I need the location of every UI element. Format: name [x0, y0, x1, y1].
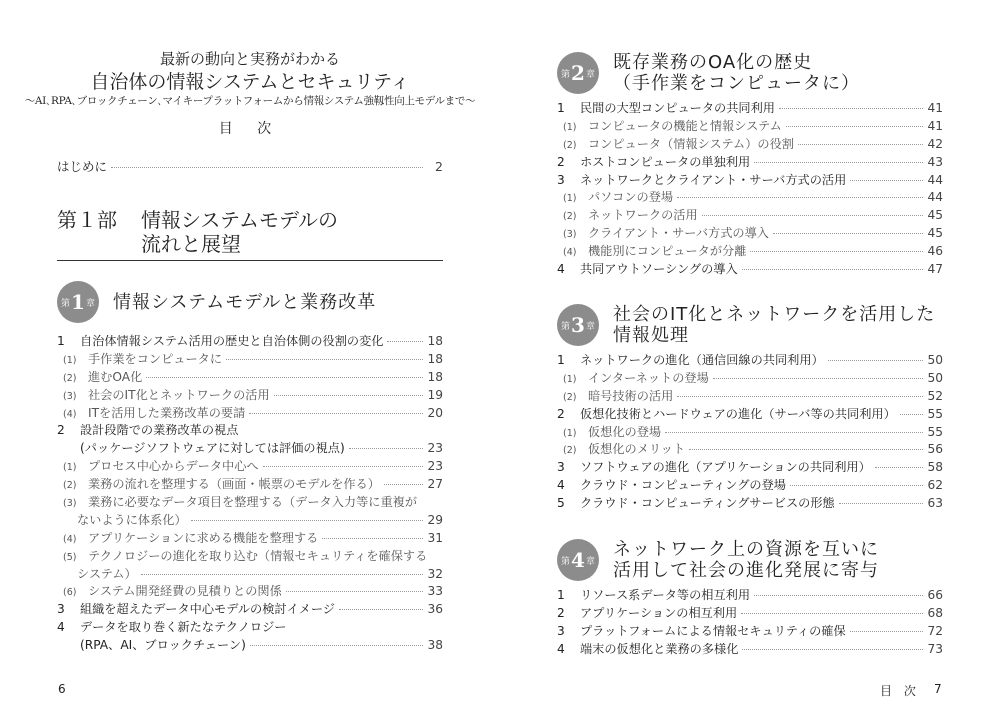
entry-text: 仮想化の登場 [588, 424, 662, 439]
part-title-line1: 情報システムモデルの [141, 208, 338, 232]
toc-entry-line [557, 458, 943, 476]
toc-entry-continuation [57, 636, 443, 654]
entry-number: 2 [557, 406, 565, 421]
entry-number: (2) [63, 372, 77, 384]
entry-page: 50 [927, 370, 943, 385]
entry-page: 32 [427, 566, 443, 581]
entry-number: (1) [563, 193, 577, 205]
chapter-badge [557, 304, 599, 346]
entry-number: (1) [563, 373, 577, 385]
entry-page: 23 [427, 441, 443, 456]
chapter-title [613, 304, 935, 346]
toc-entry-continuation [57, 511, 443, 529]
chapter-badge-suffix: 章 [585, 321, 595, 332]
entry-text-continued: システム） [77, 566, 137, 581]
toc-entry-line [557, 188, 943, 206]
toc-entry-line [57, 368, 443, 386]
chapter-title [113, 292, 376, 313]
toc-entry-continuation [57, 565, 443, 583]
entry-text: 暗号技術の活用 [588, 388, 674, 403]
part-title-line2: 流れと展望 [141, 232, 241, 256]
entry-number: (2) [563, 211, 577, 223]
dot-leader [742, 269, 923, 270]
toc-entry[interactable] [57, 368, 443, 386]
toc-entry-line [557, 405, 943, 423]
toc-entry-line [57, 332, 443, 350]
entry-text: クラウド・コンピューティングサービスの形態 [580, 496, 835, 511]
chapter-header [57, 281, 443, 323]
dot-leader [754, 162, 923, 163]
chapter-badge-number: 3 [571, 313, 585, 337]
toc-entry[interactable] [557, 423, 943, 441]
toc-entry[interactable] [557, 369, 943, 387]
entry-number: (1) [63, 354, 77, 366]
entry-text: 業務に必要なデータ項目を整理する（データ入力等に重複が [88, 495, 418, 510]
entry-page: 47 [927, 262, 943, 277]
entry-page: 55 [927, 424, 943, 439]
dot-leader [742, 649, 923, 650]
toc-entry-line [557, 640, 943, 658]
entry-number: 4 [557, 641, 565, 656]
right-page-number: 7 [934, 682, 942, 696]
entry-number: 3 [557, 623, 565, 638]
entry-page: 27 [427, 477, 443, 492]
entry-text: アプリケーションの相互利用 [580, 605, 738, 620]
toc-heading: 目 次 [218, 121, 282, 137]
entry-page: 58 [927, 460, 943, 475]
toc-entry[interactable] [557, 405, 943, 423]
entry-page: 41 [927, 118, 943, 133]
toc-entry-line [57, 600, 443, 618]
entry-text: プロセス中心からデータ中心へ [88, 459, 259, 474]
toc-entry[interactable] [57, 475, 443, 493]
toc-entry[interactable] [57, 493, 443, 529]
entry-page: 62 [927, 478, 943, 493]
entry-page: 52 [927, 388, 943, 403]
chapter-badge-number: 2 [571, 61, 585, 85]
chapter-title-line: 情報処理 [613, 325, 689, 346]
entry-text: コンピュータ（情報システム）の役割 [588, 136, 794, 151]
toc-entry-line [57, 618, 443, 636]
toc-entry[interactable] [557, 476, 943, 494]
entry-text: はじめに [57, 159, 108, 174]
chapter-title-line: 情報システムモデルと業務改革 [113, 291, 377, 313]
entry-number: 4 [557, 262, 565, 277]
entry-page: 56 [927, 442, 943, 457]
chapter-title-line: 活用して社会の進化発展に寄与 [613, 560, 879, 581]
entry-text: データを取り巻く新たなテクノロジー [80, 620, 287, 635]
chapter-title-line: 社会のIT化とネットワークを活用した [613, 304, 936, 325]
dot-leader [263, 466, 423, 467]
entry-text: ソフトウェアの進化（アプリケーションの共同利用） [580, 460, 871, 475]
entry-number: 1 [557, 101, 565, 115]
toc-entry-line [557, 117, 943, 135]
toc-entry-line [57, 457, 443, 475]
chapter-badge [57, 281, 99, 323]
entry-page: 68 [927, 605, 943, 620]
intro-entry[interactable] [57, 157, 443, 175]
entry-text: 機能別にコンピュータが分離 [588, 244, 747, 259]
chapter-badge [557, 539, 599, 581]
toc-entry-line [57, 547, 443, 565]
entry-text: 進むOA化 [88, 369, 143, 384]
toc-entry[interactable] [57, 386, 443, 404]
book-tagline: 〜AI､RPA､ブロックチェーン､マイキープラットフォームから情報システム強靱性向上モデルまで〜 [24, 95, 476, 107]
dot-leader [665, 432, 923, 433]
entry-number: (3) [63, 390, 77, 402]
toc-entry[interactable] [57, 600, 443, 618]
footer-toc-label: 目 次 [880, 684, 920, 698]
entry-number: (2) [563, 139, 577, 151]
entry-text: リソース系データ等の相互利用 [580, 588, 751, 602]
entry-text: 共同アウトソーシングの導入 [580, 262, 738, 277]
toc-entry[interactable] [557, 224, 943, 242]
toc-entry-line [557, 476, 943, 494]
toc-entry-line [57, 529, 443, 547]
toc-entry[interactable] [557, 387, 943, 405]
toc-entry-line [557, 494, 943, 512]
entry-text: ネットワークの活用 [588, 208, 698, 223]
toc-entry-line [557, 153, 943, 171]
entry-number: (4) [63, 408, 77, 420]
chapter-header [557, 52, 943, 94]
dot-leader [349, 448, 423, 449]
toc-entry[interactable] [557, 640, 943, 658]
entry-number: (2) [63, 480, 77, 492]
toc-entry-line [557, 369, 943, 387]
toc-entry-line [557, 242, 943, 260]
entry-page: 44 [927, 190, 943, 205]
dot-leader [702, 215, 923, 216]
entry-text: 自治体情報システム活用の歴史と自治体側の役割の変化 [80, 334, 384, 348]
entry-text: 業務の流れを整理する（画面・帳票のモデルを作る） [88, 477, 380, 492]
dot-leader [111, 167, 423, 168]
entry-page: 18 [427, 334, 443, 348]
entry-number: 5 [557, 496, 565, 511]
entry-number: (4) [63, 533, 77, 545]
dot-leader [339, 609, 423, 610]
toc-entry-list [557, 586, 943, 658]
entry-number: 2 [557, 605, 565, 620]
entry-number: (1) [63, 462, 77, 474]
dot-leader [141, 574, 423, 575]
toc-entry-line [57, 582, 443, 600]
dot-leader [828, 360, 923, 361]
entry-number: 2 [557, 154, 565, 169]
entry-text: インターネットの登場 [588, 370, 709, 385]
dot-leader [191, 520, 423, 521]
left-page-number: 6 [58, 682, 66, 696]
dot-leader [322, 538, 423, 539]
entry-number: 2 [57, 423, 65, 438]
part-number: 第１部 [57, 208, 117, 232]
chapter-badge-prefix: 第 [561, 321, 571, 332]
toc-entry[interactable] [557, 604, 943, 622]
entry-page: 41 [927, 101, 943, 115]
chapter-badge-suffix: 章 [585, 69, 595, 80]
toc-entry-line [57, 475, 443, 493]
toc-entry[interactable] [57, 582, 443, 600]
dot-leader [850, 180, 923, 181]
entry-text: 手作業をコンピュータに [88, 351, 223, 366]
dot-leader [250, 645, 423, 646]
chapter-badge-number: 1 [71, 290, 85, 314]
entry-page: 2 [435, 159, 443, 174]
dot-leader [249, 413, 423, 414]
chapter-badge-prefix: 第 [61, 298, 71, 309]
chapter-title-line: （手作業をコンピュータに） [613, 73, 860, 94]
entry-page: 18 [427, 369, 443, 384]
entry-number: (4) [563, 247, 577, 259]
entry-number: 3 [557, 460, 565, 475]
chapter-badge-number: 4 [571, 548, 585, 572]
entry-number: 3 [557, 172, 565, 187]
chapter-1 [57, 281, 443, 654]
entry-text: プラットフォームによる情報セキュリティの確保 [580, 623, 846, 638]
toc-entry-line [557, 387, 943, 405]
toc-entry-line [57, 386, 443, 404]
toc-entry-line [557, 171, 943, 189]
toc-entry-line [57, 350, 443, 368]
toc-entry[interactable] [557, 206, 943, 224]
dot-leader [713, 378, 923, 379]
entry-page: 43 [927, 154, 943, 169]
toc-entry[interactable] [557, 171, 943, 189]
toc-entry-line [57, 421, 443, 439]
entry-number: 1 [557, 588, 565, 602]
toc-entry[interactable] [557, 117, 943, 135]
dot-leader [900, 414, 923, 415]
chapter-2 [557, 52, 943, 278]
toc-entry[interactable] [57, 547, 443, 583]
toc-entry-line [557, 586, 943, 604]
chapter-badge-suffix: 章 [85, 298, 95, 309]
toc-entry-line [557, 260, 943, 278]
entry-text: システム開発経費の見積りとの関係 [88, 584, 282, 599]
entry-text: テクノロジーの進化を取り込む（情報セキュリティを確保する [88, 548, 428, 563]
dot-leader [790, 485, 923, 486]
dot-leader [850, 631, 923, 632]
toc-entry[interactable] [557, 135, 943, 153]
toc-entry[interactable] [57, 421, 443, 457]
entry-number: 4 [57, 620, 65, 635]
dot-leader [750, 251, 923, 252]
dot-leader [387, 341, 423, 342]
toc-entry[interactable] [557, 153, 943, 171]
chapter-badge-suffix: 章 [585, 556, 595, 567]
entry-text: ホストコンピュータの単独利用 [580, 154, 751, 169]
chapter-title-line: 既存業務のOA化の歴史 [613, 52, 813, 73]
dot-leader [384, 484, 423, 485]
toc-entry-list [557, 351, 943, 512]
toc-entry[interactable] [557, 351, 943, 369]
book-title: 自治体の情報システムとセキュリティ [90, 71, 410, 93]
dot-leader [274, 395, 423, 396]
entry-text-continued: (RPA、AI、ブロックチェーン) [80, 638, 246, 653]
chapter-header [557, 539, 943, 581]
toc-entry[interactable] [557, 440, 943, 458]
entry-page: 72 [927, 623, 943, 638]
entry-number: (6) [63, 587, 77, 599]
book-subtitle: 最新の動向と実務がわかる [159, 50, 340, 68]
part-heading [57, 208, 338, 256]
entry-page: 66 [927, 588, 943, 602]
dot-leader [773, 233, 923, 234]
entry-number: 3 [57, 602, 65, 617]
chapter-title-line: ネットワーク上の資源を互いに [613, 539, 879, 560]
entry-page: 23 [427, 459, 443, 474]
entry-number: 1 [557, 353, 565, 367]
toc-entry-line [557, 423, 943, 441]
toc-entry-line [557, 622, 943, 640]
dot-leader [754, 595, 923, 596]
toc-entry-line [557, 604, 943, 622]
entry-page: 63 [927, 496, 943, 511]
entry-text-continued: (パッケージソフトウェアに対しては評価の視点) [80, 441, 345, 456]
toc-entry[interactable] [57, 350, 443, 368]
toc-entry[interactable] [557, 586, 943, 604]
dot-leader [741, 613, 923, 614]
dot-leader [875, 467, 923, 468]
entry-text: 仮想化のメリット [588, 442, 686, 457]
entry-number: (2) [563, 445, 577, 457]
dot-leader [839, 503, 923, 504]
chapter-title [613, 539, 879, 581]
entry-text: ネットワークとクライアント・サーバ方式の活用 [580, 172, 847, 187]
entry-text: クライアント・サーバ方式の導入 [588, 226, 769, 241]
chapter-header [557, 304, 943, 346]
dot-leader [689, 449, 923, 450]
toc-entry-line [57, 404, 443, 422]
entry-number: (1) [563, 121, 577, 133]
entry-number: (3) [563, 229, 577, 241]
entry-page: 36 [427, 602, 443, 617]
entry-page: 29 [427, 512, 443, 527]
entry-text: 組織を超えたデータ中心モデルの検討イメージ [80, 602, 335, 617]
dot-leader [677, 197, 923, 198]
chapter-title [613, 52, 860, 94]
toc-entry-list [557, 99, 943, 278]
entry-number: (3) [63, 498, 77, 510]
toc-entry[interactable] [557, 458, 943, 476]
toc-entry[interactable] [57, 332, 443, 350]
toc-entry-line [557, 99, 943, 117]
entry-page: 50 [927, 353, 943, 367]
chapter-badge-prefix: 第 [561, 556, 571, 567]
toc-entry-line [557, 440, 943, 458]
entry-page: 45 [927, 208, 943, 223]
entry-page: 18 [427, 351, 443, 366]
chapter-4 [557, 539, 943, 658]
entry-number: (5) [63, 551, 77, 563]
toc-entry-continuation [57, 439, 443, 457]
dot-leader [798, 144, 923, 145]
chapter-badge-prefix: 第 [561, 69, 571, 80]
entry-text: パソコンの登場 [588, 190, 674, 205]
toc-entry-line [557, 351, 943, 369]
toc-entry-list [57, 332, 443, 654]
toc-entry[interactable] [57, 618, 443, 654]
entry-text: コンピュータの機能と情報システム [588, 118, 782, 133]
entry-page: 33 [427, 584, 443, 599]
entry-page: 45 [927, 226, 943, 241]
dot-leader [146, 377, 423, 378]
toc-entry[interactable] [557, 494, 943, 512]
entry-number: (1) [563, 427, 577, 439]
dot-leader [226, 359, 423, 360]
entry-text: ITを活用した業務改革の要請 [88, 405, 246, 420]
dot-leader [786, 126, 923, 127]
entry-number: 4 [557, 478, 565, 493]
dot-leader [779, 108, 923, 109]
entry-page: 55 [927, 406, 943, 421]
toc-entry[interactable] [557, 622, 943, 640]
entry-text: 仮想化技術とハードウェアの進化（サーバ等の共同利用） [580, 406, 896, 421]
entry-page: 42 [927, 136, 943, 151]
entry-page: 38 [427, 638, 443, 653]
toc-entry[interactable] [57, 529, 443, 547]
entry-page: 20 [427, 405, 443, 420]
toc-entry[interactable] [557, 242, 943, 260]
entry-number: 1 [57, 334, 65, 348]
entry-text: 社会のIT化とネットワークの活用 [88, 387, 270, 402]
entry-text: クラウド・コンピューティングの登場 [580, 478, 786, 493]
chapter-badge [557, 52, 599, 94]
entry-page: 31 [427, 530, 443, 545]
entry-text-continued: ないように体系化） [77, 512, 187, 527]
entry-text: 設計段階での業務改革の視点 [80, 423, 239, 438]
entry-page: 46 [927, 244, 943, 259]
toc-entry[interactable] [557, 188, 943, 206]
toc-entry[interactable] [57, 457, 443, 475]
entry-page: 73 [927, 641, 943, 656]
entry-text: ネットワークの進化（通信回線の共同利用） [580, 353, 824, 367]
entry-text: 民間の大型コンピュータの共同利用 [580, 101, 775, 115]
toc-entry-line [557, 135, 943, 153]
entry-text: 端末の仮想化と業務の多様化 [580, 641, 739, 656]
toc-entry-line [557, 206, 943, 224]
dot-leader [677, 396, 923, 397]
toc-entry-line [557, 224, 943, 242]
chapter-3 [557, 304, 943, 512]
entry-text: アプリケーションに求める機能を整理する [88, 530, 319, 545]
entry-page: 19 [427, 387, 443, 402]
entry-page: 44 [927, 172, 943, 187]
toc-entry[interactable] [557, 260, 943, 278]
toc-entry[interactable] [557, 99, 943, 117]
entry-number: (2) [563, 391, 577, 403]
dot-leader [286, 591, 423, 592]
part-divider [57, 260, 443, 261]
toc-entry-line [57, 493, 443, 511]
toc-entry[interactable] [57, 404, 443, 422]
